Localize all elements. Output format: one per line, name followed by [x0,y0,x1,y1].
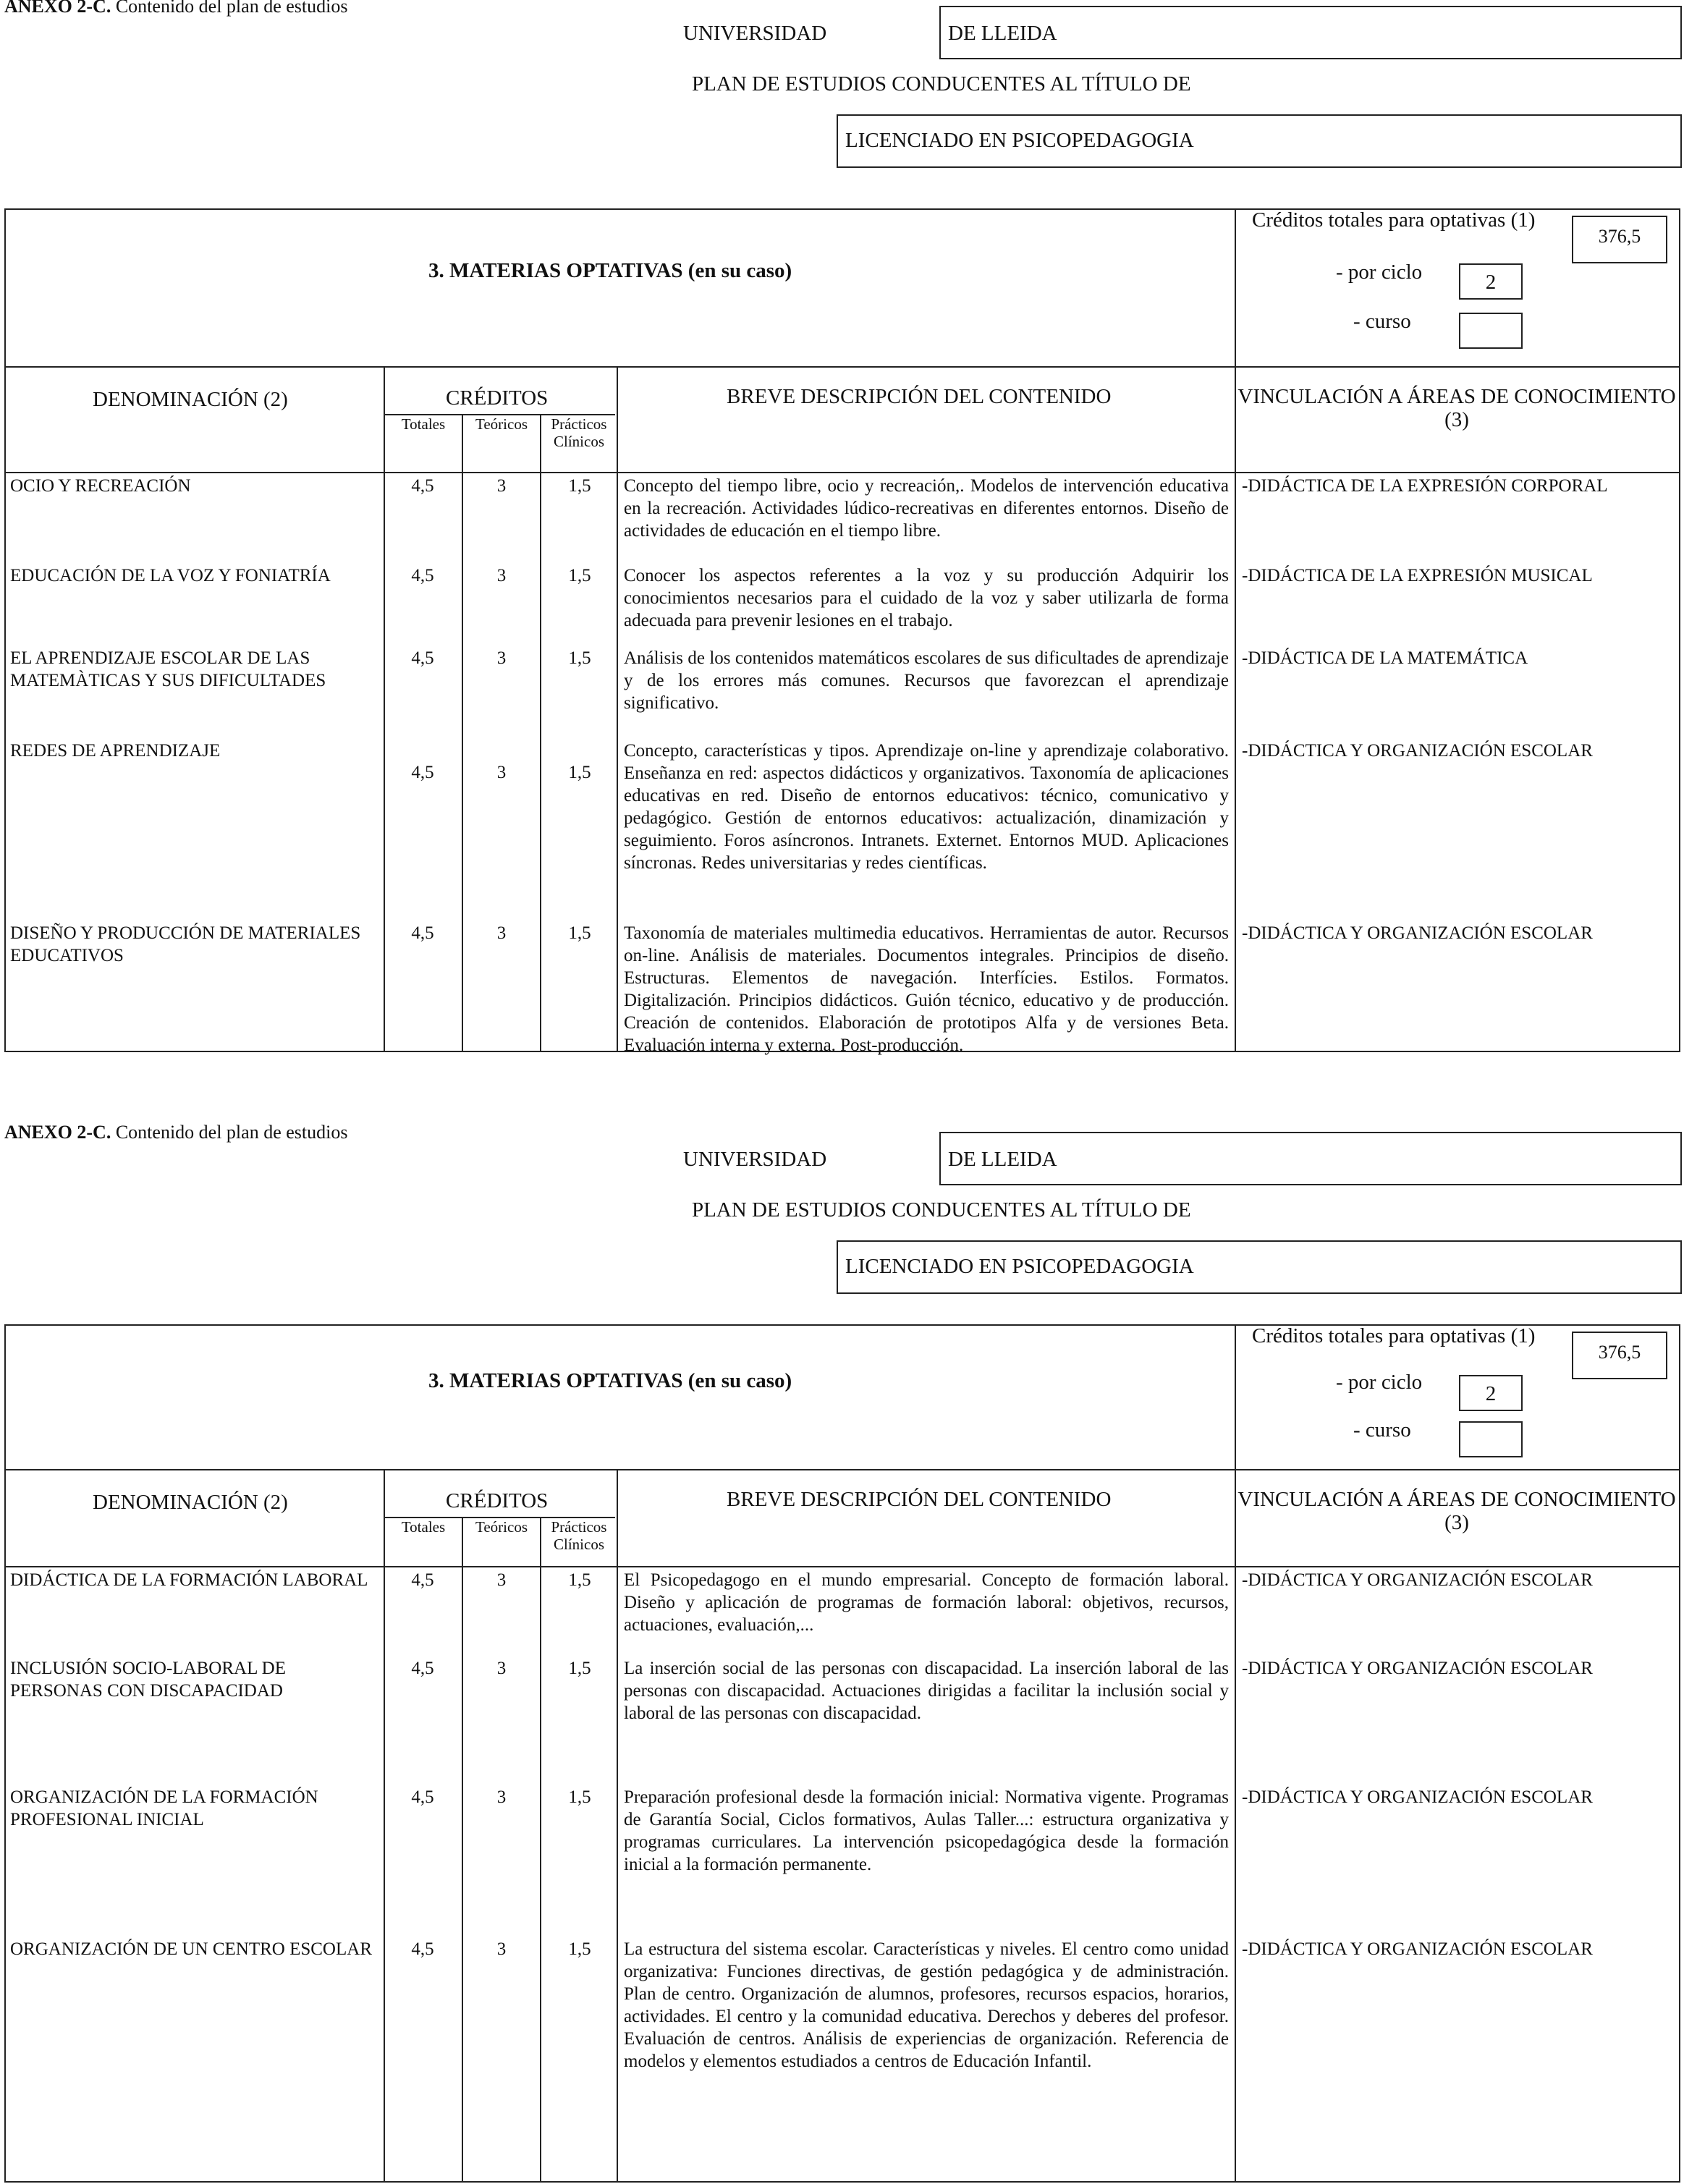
universidad-value: DE LLEIDA [939,6,1682,59]
col-totales: Totales [401,1518,446,1536]
denominacion-cell: OCIO Y RECREACIÓN [10,476,191,496]
denominacion-cell: INCLUSIÓN SOCIO-LABORAL DE PERSONAS CON DISCAPACIDAD [10,1659,287,1701]
practicos-cell: 1,5 [568,476,591,496]
col-practicos: Prácticos Clínicos [551,1518,607,1553]
col-vinculacion: VINCULACIÓN A ÁREAS DE CONOCIMIENTO (3) [1237,385,1676,431]
table-header [6,1326,1679,1470]
teoricos-cell: 3 [496,566,507,585]
descripcion-cell: Análisis de los contenidos matemáticos escolares de sus dificultades de aprendizaje y de los errores más comunes. Recursos que favorezcan el aprendizaje significativo. [624,648,1229,713]
section-title: 3. MATERIAS OPTATIVAS (en su caso) [428,1369,792,1392]
creditos-totales-label: Créditos totales para optativas (1) [1252,208,1536,232]
descripcion-cell: La inserción social de las personas con discapacidad. La inserción laboral de las personas con discapacidad. Actuaciones dirigidas a facilitar la inclusión social y laboral de las personas con discapacidad. [624,1659,1229,1723]
descripcion-cell: Conocer los aspectos referentes a la voz y su producción Adquirir los conocimientos necesarios para el cuidado de la voz y saber utilizarla de forma adecuada para prevenir lesiones en el trabajo. [624,566,1229,630]
table-header [6,210,1679,368]
plan-label: PLAN DE ESTUDIOS CONDUCENTES AL TÍTULO DE [692,1198,1191,1222]
col-practicos: Prácticos Clínicos [551,415,607,450]
denominacion-cell: ORGANIZACIÓN DE UN CENTRO ESCOLAR [10,1939,372,1959]
practicos-cell: 1,5 [568,1787,591,1807]
por-ciclo-label: - por ciclo [1336,1371,1423,1394]
totales-cell: 4,5 [411,566,434,585]
creditos-totales-value: 376,5 [1572,1332,1667,1379]
totales-cell: 4,5 [411,648,434,668]
teoricos-cell: 3 [496,1659,507,1678]
totales-cell: 4,5 [411,476,434,496]
descripcion-cell: Preparación profesional desde la formación inicial: Normativa vigente. Programas de Garantía Social, Ciclos formativos, Aulas Taller...: estructura organizativa y programas curriculares. La intervención psicopedagógica desde la formación inicial a la formación permanente. [624,1787,1229,1874]
creditos-totales-value: 376,5 [1572,216,1667,263]
col-denominacion: DENOMINACIÓN (2) [93,388,288,411]
totales-cell: 4,5 [411,1570,434,1590]
vinculacion-cell: -DIDÁCTICA Y ORGANIZACIÓN ESCOLAR [1242,1570,1593,1590]
curso-value [1459,313,1523,349]
totales-cell: 4,5 [411,1659,434,1678]
annex-heading: ANEXO 2-C. Contenido del plan de estudios [4,0,348,17]
vinculacion-cell: -DIDÁCTICA Y ORGANIZACIÓN ESCOLAR [1242,1659,1593,1678]
teoricos-cell: 3 [496,1570,507,1590]
col-teoricos: Teóricos [475,1518,528,1536]
practicos-cell: 1,5 [568,1939,591,1959]
col-totales: Totales [401,415,446,433]
practicos-cell: 1,5 [568,1570,591,1590]
denominacion-cell: REDES DE APRENDIZAJE [10,741,221,761]
totales-cell: 4,5 [411,923,434,943]
por-ciclo-value: 2 [1459,1375,1523,1411]
col-creditos: CRÉDITOS [446,386,549,410]
optativas-table [4,208,1680,1055]
practicos-cell: 1,5 [568,763,591,782]
denominacion-cell: DIDÁCTICA DE LA FORMACIÓN LABORAL [10,1570,368,1590]
table-body [6,473,1679,1055]
vinculacion-cell: -DIDÁCTICA Y ORGANIZACIÓN ESCOLAR [1242,923,1593,943]
descripcion-cell: Taxonomía de materiales multimedia educativos. Herramientas de autor. Recursos on-line. Análisis de materiales. Documentos integrales. Principios de diseño. Estructuras. Elementos de navegación. Interfícies. Estilos. Formatos. Digitalización. Principios didácticos. Guión técnico, educativo y de producción. Creación de contenidos. Elaboración de prototipos Alfa y de versiones Beta. Evaluación interna y externa. Post-producción. [624,923,1229,1055]
creditos-totales-label: Créditos totales para optativas (1) [1252,1324,1536,1347]
col-teoricos: Teóricos [475,415,528,433]
creditos-optativas-cell [1235,1326,1680,1469]
titulo-value: LICENCIADO EN PSICOPEDAGOGIA [837,114,1682,168]
practicos-cell: 1,5 [568,923,591,943]
practicos-cell: 1,5 [568,1659,591,1678]
teoricos-cell: 3 [496,923,507,943]
col-vinculacion: VINCULACIÓN A ÁREAS DE CONOCIMIENTO (3) [1237,1488,1676,1534]
annex-heading: ANEXO 2-C. Contenido del plan de estudios [4,1122,348,1143]
practicos-cell: 1,5 [568,648,591,668]
vinculacion-cell: -DIDÁCTICA DE LA MATEMÁTICA [1242,648,1528,668]
vinculacion-cell: -DIDÁCTICA Y ORGANIZACIÓN ESCOLAR [1242,741,1593,761]
teoricos-cell: 3 [496,1787,507,1807]
por-ciclo-value: 2 [1459,263,1523,300]
teoricos-cell: 3 [496,476,507,496]
totales-cell: 4,5 [411,763,434,782]
por-ciclo-label: - por ciclo [1336,261,1423,284]
creditos-optativas-cell [1235,210,1680,366]
universidad-label: UNIVERSIDAD [683,22,827,45]
descripcion-cell: Concepto, características y tipos. Aprendizaje on-line y aprendizaje colaborativo. Enseñanza en red: aspectos didácticos y organizativos. Taxonomía de aplicaciones educativas en red. Diseño de entornos educativos: técnico, comunicativo y pedagógico. Gestión de entornos educativos: actualización, dinamización y seguimiento. Foros asíncronos. Intranets. Externet. Entornos MUD. Aplicaciones síncronas. Redes universitarias y redes científicas. [624,741,1229,873]
vinculacion-cell: -DIDÁCTICA Y ORGANIZACIÓN ESCOLAR [1242,1939,1593,1959]
denominacion-cell: DISEÑO Y PRODUCCIÓN DE MATERIALES EDUCATIVOS [10,923,361,965]
column-headers [6,368,1679,473]
titulo-value: LICENCIADO EN PSICOPEDAGOGIA [837,1240,1682,1294]
vinculacion-cell: -DIDÁCTICA DE LA EXPRESIÓN CORPORAL [1242,476,1608,496]
denominacion-cell: EL APRENDIZAJE ESCOLAR DE LAS MATEMÀTICAS Y SUS DIFICULTADES [10,648,326,690]
curso-label: - curso [1353,1418,1411,1442]
plan-label: PLAN DE ESTUDIOS CONDUCENTES AL TÍTULO DE [692,72,1191,96]
practicos-cell: 1,5 [568,566,591,585]
descripcion-cell: El Psicopedagogo en el mundo empresarial. Concepto de formación laboral. Diseño y aplicación de programas de formación laboral: objetivos, recursos, actuaciones, evaluación,... [624,1570,1229,1635]
totales-cell: 4,5 [411,1787,434,1807]
table-body [6,1567,1679,2183]
teoricos-cell: 3 [496,763,507,782]
descripcion-cell: La estructura del sistema escolar. Características y niveles. El centro como unidad organizativa: Funciones directivas, de gestión pedagógica y de administración. Plan de centro. Organización de alumnos, profesores, recursos espacios, horarios, actividades. El centro y la comunidad educativa. Derechos y deberes del profesor. Evaluación de centros. Análisis de experiencias de organización. Referencia de modelos y elementos estudiados a centros de Educación Infantil. [624,1939,1229,2071]
denominacion-cell: EDUCACIÓN DE LA VOZ Y FONIATRÍA [10,566,331,585]
denominacion-cell: ORGANIZACIÓN DE LA FORMACIÓN PROFESIONAL INICIAL [10,1787,318,1829]
vinculacion-cell: -DIDÁCTICA Y ORGANIZACIÓN ESCOLAR [1242,1787,1593,1807]
descripcion-cell: Concepto del tiempo libre, ocio y recreación,. Modelos de intervención educativa en la recreación. Actividades lúdico-recreativas en diferentes entornos. Diseño de actividades de educación en el tiempo libre. [624,476,1229,541]
teoricos-cell: 3 [496,1939,507,1959]
col-descripcion: BREVE DESCRIPCIÓN DEL CONTENIDO [727,385,1112,408]
section-title: 3. MATERIAS OPTATIVAS (en su caso) [428,259,792,282]
col-denominacion: DENOMINACIÓN (2) [93,1491,288,1514]
universidad-label: UNIVERSIDAD [683,1148,827,1171]
col-descripcion: BREVE DESCRIPCIÓN DEL CONTENIDO [727,1488,1112,1511]
optativas-table [4,1324,1680,2183]
teoricos-cell: 3 [496,648,507,668]
universidad-value: DE LLEIDA [939,1132,1682,1185]
curso-label: - curso [1353,310,1411,333]
curso-value [1459,1421,1523,1457]
col-creditos: CRÉDITOS [446,1489,549,1512]
totales-cell: 4,5 [411,1939,434,1959]
vinculacion-cell: -DIDÁCTICA DE LA EXPRESIÓN MUSICAL [1242,566,1593,585]
column-headers [6,1470,1679,1567]
